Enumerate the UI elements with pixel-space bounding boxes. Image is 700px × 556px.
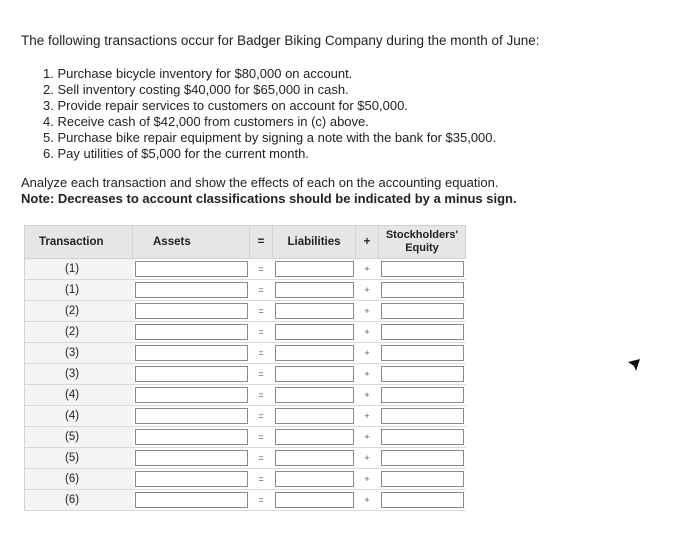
liabilities-cell	[273, 406, 356, 427]
assets-cell	[133, 448, 250, 469]
assets-header: Assets	[133, 226, 250, 259]
equity-header-line2: Equity	[405, 242, 439, 254]
liabilities-cell	[273, 364, 356, 385]
plus-sign: +	[356, 364, 379, 385]
stockholders-equity-cell	[379, 427, 466, 448]
stockholders-equity-cell	[379, 259, 466, 280]
assets-input[interactable]	[135, 366, 248, 382]
plus-sign: +	[356, 448, 379, 469]
equals-sign: =	[250, 280, 273, 301]
liabilities-cell	[273, 469, 356, 490]
liabilities-input[interactable]	[275, 282, 354, 298]
stockholders-equity-cell	[379, 490, 466, 511]
transaction-label: (6)	[25, 490, 133, 511]
transaction-label: (1)	[25, 280, 133, 301]
table-row	[25, 259, 466, 280]
liabilities-cell	[273, 427, 356, 448]
transaction-label: (2)	[25, 301, 133, 322]
table-row	[25, 406, 466, 427]
table-row	[25, 364, 466, 385]
liabilities-header: Liabilities	[273, 226, 356, 259]
table-row	[25, 490, 466, 511]
table-row	[25, 322, 466, 343]
table-row	[25, 280, 466, 301]
plus-sign: +	[356, 343, 379, 364]
equals-sign: =	[250, 448, 273, 469]
liabilities-input[interactable]	[275, 429, 354, 445]
equals-header: =	[250, 226, 273, 259]
liabilities-cell	[273, 448, 356, 469]
table-row	[25, 469, 466, 490]
liabilities-cell	[273, 385, 356, 406]
plus-sign: +	[356, 490, 379, 511]
equals-sign: =	[250, 259, 273, 280]
stockholders-equity-cell	[379, 301, 466, 322]
assets-cell	[133, 280, 250, 301]
liabilities-input[interactable]	[275, 450, 354, 466]
problem-intro: The following transactions occur for Badger Biking Company during the month of June:	[21, 33, 540, 48]
plus-sign: +	[356, 259, 379, 280]
plus-sign: +	[356, 301, 379, 322]
assets-input[interactable]	[135, 450, 248, 466]
stockholders-equity-input[interactable]	[381, 471, 464, 487]
transaction-label: (5)	[25, 448, 133, 469]
stockholders-equity-cell	[379, 343, 466, 364]
transaction-label: (3)	[25, 343, 133, 364]
stockholders-equity-input[interactable]	[381, 303, 464, 319]
table-row	[25, 448, 466, 469]
assets-cell	[133, 406, 250, 427]
stockholders-equity-cell	[379, 448, 466, 469]
liabilities-input[interactable]	[275, 324, 354, 340]
plus-sign: +	[356, 406, 379, 427]
instructions-text: Analyze each transaction and show the effects of each on the accounting equation.	[21, 175, 499, 190]
stockholders-equity-input[interactable]	[381, 429, 464, 445]
assets-cell	[133, 427, 250, 448]
assets-cell	[133, 490, 250, 511]
assets-input[interactable]	[135, 408, 248, 424]
liabilities-cell	[273, 343, 356, 364]
transaction-label: (4)	[25, 406, 133, 427]
transaction-item: 2. Sell inventory costing $40,000 for $65,000 in cash.	[43, 82, 349, 97]
equals-sign: =	[250, 427, 273, 448]
liabilities-cell	[273, 259, 356, 280]
transaction-header: Transaction	[25, 226, 133, 259]
table-row	[25, 343, 466, 364]
liabilities-input[interactable]	[275, 366, 354, 382]
stockholders-equity-cell	[379, 385, 466, 406]
stockholders-equity-input[interactable]	[381, 387, 464, 403]
stockholders-equity-input[interactable]	[381, 261, 464, 277]
table-row	[25, 427, 466, 448]
liabilities-input[interactable]	[275, 303, 354, 319]
stockholders-equity-input[interactable]	[381, 408, 464, 424]
stockholders-equity-input[interactable]	[381, 282, 464, 298]
liabilities-input[interactable]	[275, 492, 354, 508]
instructions	[21, 175, 517, 207]
transaction-label: (2)	[25, 322, 133, 343]
liabilities-cell	[273, 322, 356, 343]
plus-sign: +	[356, 427, 379, 448]
stockholders-equity-cell	[379, 364, 466, 385]
table-body	[25, 259, 466, 511]
assets-cell	[133, 259, 250, 280]
stockholders-equity-input[interactable]	[381, 366, 464, 382]
stockholders-equity-input[interactable]	[381, 324, 464, 340]
liabilities-input[interactable]	[275, 345, 354, 361]
transaction-label: (6)	[25, 469, 133, 490]
assets-input[interactable]	[135, 345, 248, 361]
equals-sign: =	[250, 469, 273, 490]
assets-input[interactable]	[135, 282, 248, 298]
assets-input[interactable]	[135, 471, 248, 487]
transaction-item: 1. Purchase bicycle inventory for $80,000 on account.	[43, 66, 353, 81]
assets-cell	[133, 322, 250, 343]
assets-cell	[133, 301, 250, 322]
mouse-pointer-icon	[628, 358, 642, 372]
stockholders-equity-cell	[379, 406, 466, 427]
assets-input[interactable]	[135, 261, 248, 277]
plus-header: +	[356, 226, 379, 259]
stockholders-equity-cell	[379, 469, 466, 490]
stockholders-equity-input[interactable]	[381, 492, 464, 508]
liabilities-cell	[273, 301, 356, 322]
assets-input[interactable]	[135, 303, 248, 319]
assets-input[interactable]	[135, 492, 248, 508]
transaction-list	[43, 66, 496, 162]
liabilities-cell	[273, 490, 356, 511]
liabilities-input[interactable]	[275, 261, 354, 277]
instructions-note: Note: Decreases to account classifications should be indicated by a minus sign.	[21, 191, 517, 206]
assets-cell	[133, 469, 250, 490]
table-row	[25, 301, 466, 322]
stockholders-equity-cell	[379, 322, 466, 343]
transaction-item: 6. Pay utilities of $5,000 for the current month.	[43, 146, 309, 161]
stockholders-equity-cell	[379, 280, 466, 301]
liabilities-cell	[273, 280, 356, 301]
assets-cell	[133, 385, 250, 406]
assets-input[interactable]	[135, 387, 248, 403]
plus-sign: +	[356, 280, 379, 301]
transaction-item: 3. Provide repair services to customers on account for $50,000.	[43, 98, 408, 113]
equity-header-line1: Stockholders'	[385, 229, 459, 241]
assets-cell	[133, 364, 250, 385]
equals-sign: =	[250, 406, 273, 427]
plus-sign: +	[356, 469, 379, 490]
table-header-row	[25, 226, 466, 259]
transaction-label: (5)	[25, 427, 133, 448]
assets-cell	[133, 343, 250, 364]
assets-input[interactable]	[135, 324, 248, 340]
transaction-label: (1)	[25, 259, 133, 280]
equals-sign: =	[250, 364, 273, 385]
transaction-label: (3)	[25, 364, 133, 385]
transaction-item: 4. Receive cash of $42,000 from customers in (c) above.	[43, 114, 369, 129]
assets-input[interactable]	[135, 429, 248, 445]
equals-sign: =	[250, 490, 273, 511]
stockholders-equity-header	[379, 226, 466, 259]
equals-sign: =	[250, 322, 273, 343]
transaction-item: 5. Purchase bike repair equipment by signing a note with the bank for $35,000.	[43, 130, 497, 145]
accounting-equation-table	[24, 225, 466, 511]
liabilities-input[interactable]	[275, 408, 354, 424]
plus-sign: +	[356, 385, 379, 406]
liabilities-input[interactable]	[275, 387, 354, 403]
stockholders-equity-input[interactable]	[381, 450, 464, 466]
plus-sign: +	[356, 322, 379, 343]
stockholders-equity-input[interactable]	[381, 345, 464, 361]
equals-sign: =	[250, 343, 273, 364]
liabilities-input[interactable]	[275, 471, 354, 487]
table-row	[25, 385, 466, 406]
equals-sign: =	[250, 301, 273, 322]
transaction-label: (4)	[25, 385, 133, 406]
equals-sign: =	[250, 385, 273, 406]
